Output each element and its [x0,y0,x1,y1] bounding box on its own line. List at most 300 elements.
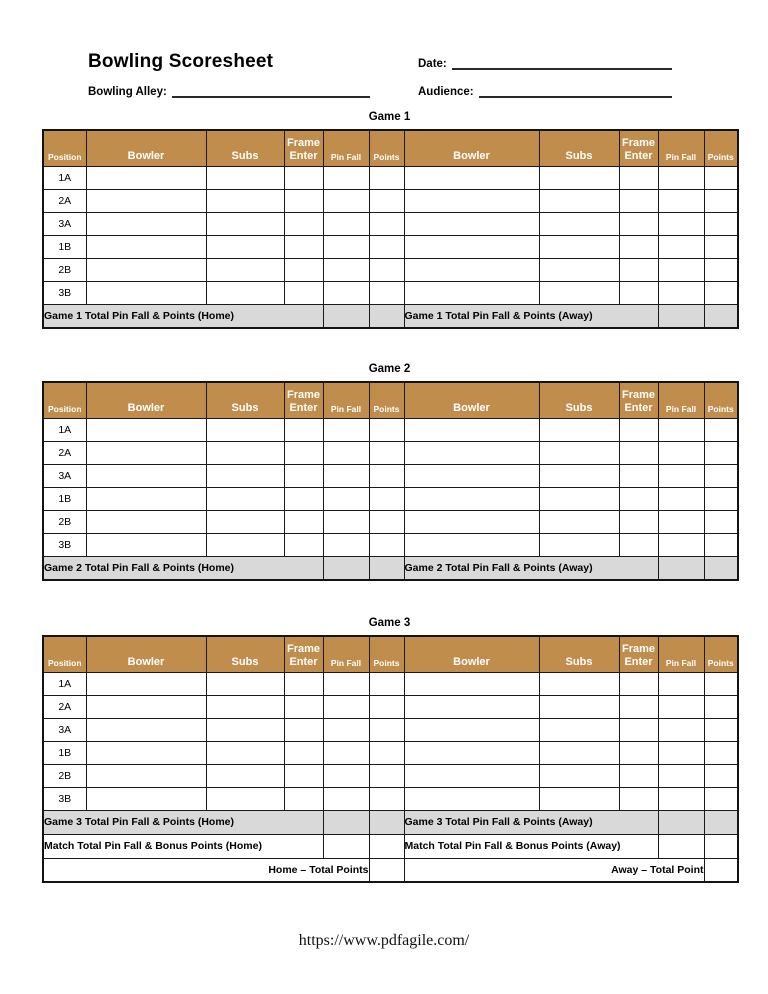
pin-fall-away-cell[interactable] [658,258,704,281]
frame-enter-away-cell[interactable] [619,741,658,764]
points-home-cell[interactable] [369,510,404,533]
game-3-total-row [43,810,738,834]
enter-word: Enter [289,149,318,162]
bowling-alley-input-line[interactable] [172,85,370,98]
pin-fall-home-cell[interactable] [323,741,369,764]
column-header-bowler-home: Bowler [86,636,206,672]
frame-enter-away-cell[interactable] [619,418,658,441]
total-points-home-cell[interactable] [369,304,404,328]
game-3-table [42,635,739,883]
pin-fall-home-cell[interactable] [323,166,369,189]
column-header-pin-fall-away: Pin Fall [658,130,704,166]
bowler-home-cell[interactable] [86,189,206,212]
frame-enter-away-cell[interactable] [619,487,658,510]
bowler-away-cell[interactable] [404,487,539,510]
game-3-title: Game 3 [368,617,411,629]
subs-away-cell[interactable] [539,787,619,810]
pin-fall-away-cell[interactable] [658,235,704,258]
points-home-cell[interactable] [369,764,404,787]
home-total-points-cell[interactable] [369,858,404,882]
points-away-cell[interactable] [704,764,738,787]
frame-word: Frame [621,389,656,402]
bowler-away-cell[interactable] [404,166,539,189]
points-away-cell[interactable] [704,533,738,556]
total-points-away-cell[interactable] [704,810,738,834]
bowler-away-cell[interactable] [404,212,539,235]
pin-fall-home-cell[interactable] [323,189,369,212]
subs-away-cell[interactable] [539,189,619,212]
pin-fall-away-cell[interactable] [658,787,704,810]
subs-home-cell[interactable] [206,510,284,533]
subs-home-cell[interactable] [206,695,284,718]
score-row-3B [43,787,738,810]
frame-enter-away-cell[interactable] [619,281,658,304]
score-row-1B [43,235,738,258]
column-header-frame-enter-home [284,382,323,418]
pin-fall-away-cell[interactable] [658,464,704,487]
points-away-cell[interactable] [704,258,738,281]
subs-away-cell[interactable] [539,718,619,741]
points-away-cell[interactable] [704,672,738,695]
subs-home-cell[interactable] [206,418,284,441]
frame-enter-home-cell[interactable] [284,418,323,441]
points-away-cell[interactable] [704,787,738,810]
pin-fall-home-cell[interactable] [323,487,369,510]
subs-away-cell[interactable] [539,441,619,464]
points-home-cell[interactable] [369,235,404,258]
home-total-points-label: Home – Total Points [43,858,369,882]
column-header-points-home: Points [369,382,404,418]
column-header-frame-enter-away [619,382,658,418]
frame-enter-away-cell[interactable] [619,695,658,718]
points-away-cell[interactable] [704,718,738,741]
frame-enter-home-cell[interactable] [284,787,323,810]
enter-word: Enter [289,401,318,414]
subs-home-cell[interactable] [206,672,284,695]
bowler-home-cell[interactable] [86,166,206,189]
frame-enter-home-cell[interactable] [284,764,323,787]
frame-enter-home-cell[interactable] [284,235,323,258]
away-total-points-cell[interactable] [704,858,738,882]
position-label: 3A [43,464,86,487]
frame-enter-away-cell[interactable] [619,258,658,281]
score-row-1A [43,672,738,695]
date-label: Date: [418,58,447,70]
bowler-home-cell[interactable] [86,510,206,533]
points-away-cell[interactable] [704,235,738,258]
pin-fall-away-cell[interactable] [658,695,704,718]
bowler-home-cell[interactable] [86,235,206,258]
subs-away-cell[interactable] [539,281,619,304]
pin-fall-away-cell[interactable] [658,212,704,235]
total-pin-fall-home-cell[interactable] [323,556,369,580]
subs-home-cell[interactable] [206,235,284,258]
subs-home-cell[interactable] [206,741,284,764]
total-points-away-cell[interactable] [704,304,738,328]
frame-enter-away-cell[interactable] [619,166,658,189]
column-header-pin-fall-home: Pin Fall [323,636,369,672]
frame-enter-home-cell[interactable] [284,533,323,556]
score-row-3B [43,533,738,556]
pin-fall-home-cell[interactable] [323,672,369,695]
page-title: Bowling Scoresheet [88,51,274,72]
points-home-cell[interactable] [369,281,404,304]
subs-away-cell[interactable] [539,464,619,487]
pin-fall-home-cell[interactable] [323,212,369,235]
subs-home-cell[interactable] [206,718,284,741]
pin-fall-away-cell[interactable] [658,718,704,741]
total-home-label: Game 1 Total Pin Fall & Points (Home) [43,304,323,328]
pin-fall-away-cell[interactable] [658,441,704,464]
subs-home-cell[interactable] [206,787,284,810]
bowler-away-cell[interactable] [404,764,539,787]
pin-fall-home-cell[interactable] [323,418,369,441]
bowling-alley-label: Bowling Alley: [88,86,167,98]
subs-home-cell[interactable] [206,487,284,510]
match-total-away-label: Match Total Pin Fall & Bonus Points (Away) [404,834,658,858]
subs-away-cell[interactable] [539,741,619,764]
enter-word: Enter [624,401,653,414]
match-pin-fall-away-cell[interactable] [658,834,704,858]
subs-away-cell[interactable] [539,258,619,281]
subs-away-cell[interactable] [539,533,619,556]
score-row-2A [43,695,738,718]
column-header-bowler-away: Bowler [404,130,539,166]
pin-fall-home-cell[interactable] [323,258,369,281]
position-label: 1A [43,672,86,695]
subs-away-cell[interactable] [539,235,619,258]
frame-enter-away-cell[interactable] [619,189,658,212]
score-row-1A [43,166,738,189]
column-header-subs-home: Subs [206,636,284,672]
subs-away-cell[interactable] [539,672,619,695]
position-label: 2B [43,764,86,787]
pin-fall-away-cell[interactable] [658,741,704,764]
game-1-total-row [43,304,738,328]
bowler-home-cell[interactable] [86,764,206,787]
position-label: 2B [43,258,86,281]
header-row [43,382,738,418]
subs-home-cell[interactable] [206,166,284,189]
points-home-cell[interactable] [369,487,404,510]
score-row-2A [43,441,738,464]
points-away-cell[interactable] [704,189,738,212]
frame-enter-home-cell[interactable] [284,166,323,189]
bowler-home-cell[interactable] [86,212,206,235]
frame-enter-home-cell[interactable] [284,487,323,510]
subs-away-cell[interactable] [539,212,619,235]
bowler-home-cell[interactable] [86,672,206,695]
points-away-cell[interactable] [704,281,738,304]
bowler-away-cell[interactable] [404,441,539,464]
subs-home-cell[interactable] [206,258,284,281]
column-header-points-away: Points [704,130,738,166]
points-home-cell[interactable] [369,212,404,235]
column-header-pin-fall-home: Pin Fall [323,130,369,166]
match-total-home-label: Match Total Pin Fall & Bonus Points (Home) [43,834,323,858]
bowler-away-cell[interactable] [404,281,539,304]
bowler-home-cell[interactable] [86,787,206,810]
total-home-label: Game 3 Total Pin Fall & Points (Home) [43,810,323,834]
points-home-cell[interactable] [369,533,404,556]
game-2-table [42,381,739,581]
position-label: 3B [43,533,86,556]
total-away-label: Game 1 Total Pin Fall & Points (Away) [404,304,658,328]
final-total-row [43,858,738,882]
position-label: 1B [43,235,86,258]
audience-input-line[interactable] [479,85,672,98]
bowler-home-cell[interactable] [86,533,206,556]
pin-fall-home-cell[interactable] [323,441,369,464]
position-label: 1A [43,418,86,441]
date-input-line[interactable] [452,57,672,70]
pin-fall-away-cell[interactable] [658,487,704,510]
game-3-section [42,617,737,883]
points-home-cell[interactable] [369,787,404,810]
audience-label: Audience: [418,86,474,98]
bowler-home-cell[interactable] [86,718,206,741]
points-home-cell[interactable] [369,441,404,464]
pin-fall-home-cell[interactable] [323,787,369,810]
position-label: 1B [43,487,86,510]
points-home-cell[interactable] [369,741,404,764]
frame-word: Frame [286,643,321,656]
column-header-position: Position [43,382,86,418]
total-pin-fall-home-cell[interactable] [323,810,369,834]
score-row-1B [43,741,738,764]
pin-fall-home-cell[interactable] [323,464,369,487]
bowler-away-cell[interactable] [404,533,539,556]
frame-word: Frame [621,643,656,656]
points-away-cell[interactable] [704,510,738,533]
column-header-subs-away: Subs [539,382,619,418]
frame-word: Frame [286,389,321,402]
game-1-table [42,129,739,329]
subs-home-cell[interactable] [206,189,284,212]
position-label: 2A [43,441,86,464]
pin-fall-away-cell[interactable] [658,281,704,304]
column-header-subs-home: Subs [206,130,284,166]
game-2-total-row [43,556,738,580]
points-home-cell[interactable] [369,695,404,718]
points-home-cell[interactable] [369,166,404,189]
column-header-points-away: Points [704,636,738,672]
score-row-2B [43,258,738,281]
frame-enter-away-cell[interactable] [619,441,658,464]
bowler-home-cell[interactable] [86,441,206,464]
column-header-pin-fall-home: Pin Fall [323,382,369,418]
bowler-home-cell[interactable] [86,281,206,304]
points-home-cell[interactable] [369,464,404,487]
pin-fall-home-cell[interactable] [323,718,369,741]
away-total-points-label: Away – Total Point [404,858,704,882]
subs-away-cell[interactable] [539,695,619,718]
subs-home-cell[interactable] [206,464,284,487]
score-row-2A [43,189,738,212]
subs-away-cell[interactable] [539,764,619,787]
match-points-away-cell[interactable] [704,834,738,858]
position-label: 3A [43,212,86,235]
bowling-alley-field [88,85,370,98]
frame-enter-away-cell[interactable] [619,464,658,487]
bowler-away-cell[interactable] [404,787,539,810]
column-header-position: Position [43,636,86,672]
frame-enter-home-cell[interactable] [284,695,323,718]
points-away-cell[interactable] [704,464,738,487]
column-header-bowler-away: Bowler [404,382,539,418]
bowler-home-cell[interactable] [86,487,206,510]
points-home-cell[interactable] [369,672,404,695]
subs-home-cell[interactable] [206,764,284,787]
column-header-frame-enter-away [619,130,658,166]
frame-enter-home-cell[interactable] [284,189,323,212]
bowler-home-cell[interactable] [86,741,206,764]
subs-home-cell[interactable] [206,212,284,235]
frame-enter-away-cell[interactable] [619,787,658,810]
column-header-bowler-home: Bowler [86,130,206,166]
frame-enter-home-cell[interactable] [284,258,323,281]
bowler-home-cell[interactable] [86,695,206,718]
bowler-home-cell[interactable] [86,258,206,281]
frame-enter-home-cell[interactable] [284,441,323,464]
frame-word: Frame [286,137,321,150]
points-away-cell[interactable] [704,212,738,235]
column-header-points-away: Points [704,382,738,418]
bowler-away-cell[interactable] [404,718,539,741]
total-pin-fall-away-cell[interactable] [658,810,704,834]
points-away-cell[interactable] [704,441,738,464]
points-away-cell[interactable] [704,166,738,189]
subs-home-cell[interactable] [206,533,284,556]
score-row-2B [43,510,738,533]
frame-enter-away-cell[interactable] [619,533,658,556]
frame-enter-away-cell[interactable] [619,672,658,695]
frame-enter-away-cell[interactable] [619,718,658,741]
subs-home-cell[interactable] [206,281,284,304]
points-away-cell[interactable] [704,695,738,718]
total-pin-fall-away-cell[interactable] [658,304,704,328]
header-row [43,636,738,672]
pin-fall-home-cell[interactable] [323,695,369,718]
column-header-points-home: Points [369,130,404,166]
frame-enter-home-cell[interactable] [284,464,323,487]
column-header-frame-enter-home [284,636,323,672]
bowler-home-cell[interactable] [86,464,206,487]
bowler-away-cell[interactable] [404,741,539,764]
points-home-cell[interactable] [369,418,404,441]
frame-enter-away-cell[interactable] [619,510,658,533]
score-row-2B [43,764,738,787]
bowler-away-cell[interactable] [404,510,539,533]
score-row-3A [43,718,738,741]
column-header-subs-home: Subs [206,382,284,418]
match-points-home-cell[interactable] [369,834,404,858]
pin-fall-away-cell[interactable] [658,418,704,441]
pin-fall-home-cell[interactable] [323,533,369,556]
column-header-subs-away: Subs [539,636,619,672]
position-label: 1B [43,741,86,764]
position-label: 3A [43,718,86,741]
frame-word: Frame [621,137,656,150]
score-row-1B [43,487,738,510]
pin-fall-away-cell[interactable] [658,672,704,695]
bowler-home-cell[interactable] [86,418,206,441]
points-home-cell[interactable] [369,718,404,741]
points-away-cell[interactable] [704,741,738,764]
frame-enter-home-cell[interactable] [284,741,323,764]
bowler-away-cell[interactable] [404,418,539,441]
position-label: 3B [43,281,86,304]
bowler-away-cell[interactable] [404,235,539,258]
score-row-1A [43,418,738,441]
total-points-home-cell[interactable] [369,810,404,834]
total-away-label: Game 3 Total Pin Fall & Points (Away) [404,810,658,834]
column-header-frame-enter-home [284,130,323,166]
frame-enter-home-cell[interactable] [284,281,323,304]
total-points-home-cell[interactable] [369,556,404,580]
column-header-subs-away: Subs [539,130,619,166]
frame-enter-home-cell[interactable] [284,510,323,533]
frame-enter-home-cell[interactable] [284,212,323,235]
points-home-cell[interactable] [369,258,404,281]
bowler-away-cell[interactable] [404,258,539,281]
column-header-pin-fall-away: Pin Fall [658,382,704,418]
pin-fall-away-cell[interactable] [658,166,704,189]
frame-enter-home-cell[interactable] [284,718,323,741]
date-field [418,57,672,70]
points-home-cell[interactable] [369,189,404,212]
frame-enter-home-cell[interactable] [284,672,323,695]
pin-fall-home-cell[interactable] [323,764,369,787]
pin-fall-away-cell[interactable] [658,189,704,212]
total-home-label: Game 2 Total Pin Fall & Points (Home) [43,556,323,580]
points-away-cell[interactable] [704,418,738,441]
bowler-away-cell[interactable] [404,464,539,487]
bowler-away-cell[interactable] [404,695,539,718]
subs-home-cell[interactable] [206,441,284,464]
total-pin-fall-home-cell[interactable] [323,304,369,328]
match-pin-fall-home-cell[interactable] [323,834,369,858]
subs-away-cell[interactable] [539,418,619,441]
column-header-pin-fall-away: Pin Fall [658,636,704,672]
pin-fall-home-cell[interactable] [323,510,369,533]
position-label: 2A [43,695,86,718]
enter-word: Enter [289,655,318,668]
score-row-3B [43,281,738,304]
bowler-away-cell[interactable] [404,189,539,212]
pin-fall-home-cell[interactable] [323,235,369,258]
enter-word: Enter [624,149,653,162]
frame-enter-away-cell[interactable] [619,235,658,258]
frame-enter-away-cell[interactable] [619,764,658,787]
frame-enter-away-cell[interactable] [619,212,658,235]
bowler-away-cell[interactable] [404,672,539,695]
subs-away-cell[interactable] [539,166,619,189]
pin-fall-home-cell[interactable] [323,281,369,304]
header-row [43,130,738,166]
points-away-cell[interactable] [704,487,738,510]
pin-fall-away-cell[interactable] [658,764,704,787]
game-2-title: Game 2 [368,363,411,375]
subs-away-cell[interactable] [539,510,619,533]
column-header-bowler-away: Bowler [404,636,539,672]
pin-fall-away-cell[interactable] [658,510,704,533]
total-pin-fall-away-cell[interactable] [658,556,704,580]
total-points-away-cell[interactable] [704,556,738,580]
column-header-points-home: Points [369,636,404,672]
pin-fall-away-cell[interactable] [658,533,704,556]
subs-away-cell[interactable] [539,487,619,510]
